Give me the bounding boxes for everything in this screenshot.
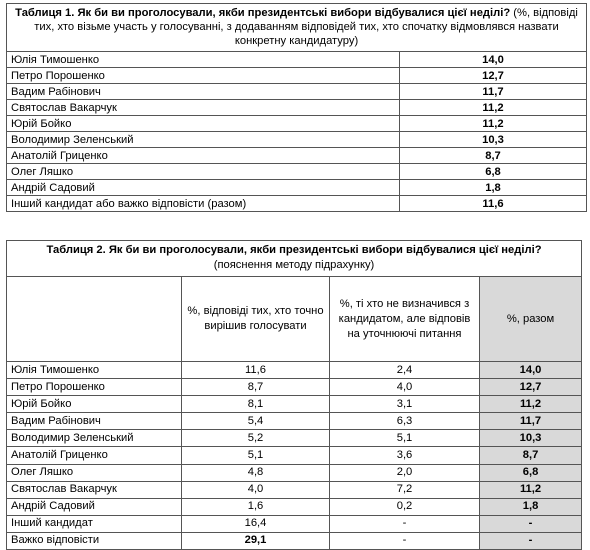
candidate-name: Святослав Вакарчук xyxy=(7,481,182,498)
total-percent: 11,7 xyxy=(480,413,582,430)
candidate-name: Важко відповісти xyxy=(7,532,182,549)
table-1-row xyxy=(7,68,587,84)
decided-percent: 1,6 xyxy=(182,498,330,515)
candidate-name: Інший кандидат або важко відповісти (разом) xyxy=(7,196,400,212)
table-2-row xyxy=(7,464,582,481)
undecided-percent: 4,0 xyxy=(330,379,480,396)
table-2 xyxy=(6,240,582,550)
table-2-row xyxy=(7,396,582,413)
candidate-percent: 11,2 xyxy=(400,100,587,116)
candidate-name: Юрій Бойко xyxy=(7,116,400,132)
table-1-row xyxy=(7,100,587,116)
decided-percent: 16,4 xyxy=(182,515,330,532)
table-1 xyxy=(6,3,587,212)
table-2-row xyxy=(7,430,582,447)
table-2-header-empty xyxy=(7,277,182,362)
candidate-name: Петро Порошенко xyxy=(7,379,182,396)
undecided-percent: 3,6 xyxy=(330,447,480,464)
total-percent: - xyxy=(480,515,582,532)
table-1-row xyxy=(7,116,587,132)
candidate-name: Олег Ляшко xyxy=(7,164,400,180)
undecided-percent: 2,0 xyxy=(330,464,480,481)
table-2-subtitle: (пояснення методу підрахунку) xyxy=(213,259,375,271)
total-percent: 12,7 xyxy=(480,379,582,396)
table-2-header-decided: %, відповіді тих, хто точно вирішив голосувати xyxy=(182,277,330,362)
table-2-header-undecided: %, ті хто не визначився з кандидатом, але відповів на уточнюючі питання xyxy=(330,277,480,362)
candidate-name: Олег Ляшко xyxy=(7,464,182,481)
candidate-name: Юлія Тимошенко xyxy=(7,52,400,68)
table-2-row xyxy=(7,379,582,396)
total-percent: 8,7 xyxy=(480,447,582,464)
table-1-title xyxy=(7,4,587,52)
total-percent: 10,3 xyxy=(480,430,582,447)
total-percent: 1,8 xyxy=(480,498,582,515)
table-2-row xyxy=(7,362,582,379)
candidate-percent: 14,0 xyxy=(400,52,587,68)
candidate-name: Юрій Бойко xyxy=(7,396,182,413)
undecided-percent: 6,3 xyxy=(330,413,480,430)
decided-percent: 11,6 xyxy=(182,362,330,379)
candidate-percent: 1,8 xyxy=(400,180,587,196)
table-1-row xyxy=(7,52,587,68)
table-1-title-rest: (%, відповіді тих, хто візьме участь у голосуванні, з додаванням відповідей тих, хто спочатку відмовлявся назвати конкретну кандидатуру) xyxy=(34,7,578,47)
decided-percent: 8,7 xyxy=(182,379,330,396)
table-2-row xyxy=(7,481,582,498)
decided-percent: 5,2 xyxy=(182,430,330,447)
candidate-name: Юлія Тимошенко xyxy=(7,362,182,379)
undecided-percent: - xyxy=(330,532,480,549)
decided-percent: 4,8 xyxy=(182,464,330,481)
candidate-name: Інший кандидат xyxy=(7,515,182,532)
table-1-row xyxy=(7,196,587,212)
candidate-percent: 11,2 xyxy=(400,116,587,132)
candidate-name: Святослав Вакарчук xyxy=(7,100,400,116)
table-2-header-total: %, разом xyxy=(480,277,582,362)
undecided-percent: 0,2 xyxy=(330,498,480,515)
candidate-name: Андрій Садовий xyxy=(7,498,182,515)
total-percent: 11,2 xyxy=(480,396,582,413)
candidate-percent: 11,7 xyxy=(400,84,587,100)
candidate-percent: 10,3 xyxy=(400,132,587,148)
candidate-name: Вадим Рабінович xyxy=(7,413,182,430)
decided-percent: 29,1 xyxy=(182,532,330,549)
table-1-title-row xyxy=(7,4,587,52)
candidate-name: Андрій Садовий xyxy=(7,180,400,196)
total-percent: 14,0 xyxy=(480,362,582,379)
undecided-percent: 7,2 xyxy=(330,481,480,498)
table-1-title-bold: Таблиця 1. Як би ви проголосували, якби президентські вибори відбувалися цієї неділі? xyxy=(15,7,511,19)
candidate-percent: 11,6 xyxy=(400,196,587,212)
undecided-percent: - xyxy=(330,515,480,532)
undecided-percent: 3,1 xyxy=(330,396,480,413)
candidate-percent: 6,8 xyxy=(400,164,587,180)
candidate-name: Анатолій Гриценко xyxy=(7,447,182,464)
candidate-name: Петро Порошенко xyxy=(7,68,400,84)
total-percent: 6,8 xyxy=(480,464,582,481)
decided-percent: 4,0 xyxy=(182,481,330,498)
decided-percent: 5,1 xyxy=(182,447,330,464)
table-1-row xyxy=(7,164,587,180)
table-2-row xyxy=(7,413,582,430)
table-2-row xyxy=(7,498,582,515)
candidate-name: Анатолій Гриценко xyxy=(7,148,400,164)
undecided-percent: 5,1 xyxy=(330,430,480,447)
table-2-title xyxy=(7,241,582,277)
undecided-percent: 2,4 xyxy=(330,362,480,379)
table-1-row xyxy=(7,84,587,100)
candidate-percent: 8,7 xyxy=(400,148,587,164)
table-2-header-row xyxy=(7,277,582,362)
table-2-title-bold: Таблиця 2. Як би ви проголосували, якби президентські вибори відбувалися цієї неділі? xyxy=(46,244,542,256)
table-1-row xyxy=(7,180,587,196)
candidate-percent: 12,7 xyxy=(400,68,587,84)
total-percent: 11,2 xyxy=(480,481,582,498)
candidate-name: Вадим Рабінович xyxy=(7,84,400,100)
table-1-row xyxy=(7,148,587,164)
decided-percent: 8,1 xyxy=(182,396,330,413)
table-2-row xyxy=(7,515,582,532)
candidate-name: Володимир Зеленський xyxy=(7,132,400,148)
table-1-row xyxy=(7,132,587,148)
table-2-title-row xyxy=(7,241,582,277)
total-percent: - xyxy=(480,532,582,549)
table-2-row xyxy=(7,532,582,549)
table-2-row xyxy=(7,447,582,464)
candidate-name: Володимир Зеленський xyxy=(7,430,182,447)
decided-percent: 5,4 xyxy=(182,413,330,430)
